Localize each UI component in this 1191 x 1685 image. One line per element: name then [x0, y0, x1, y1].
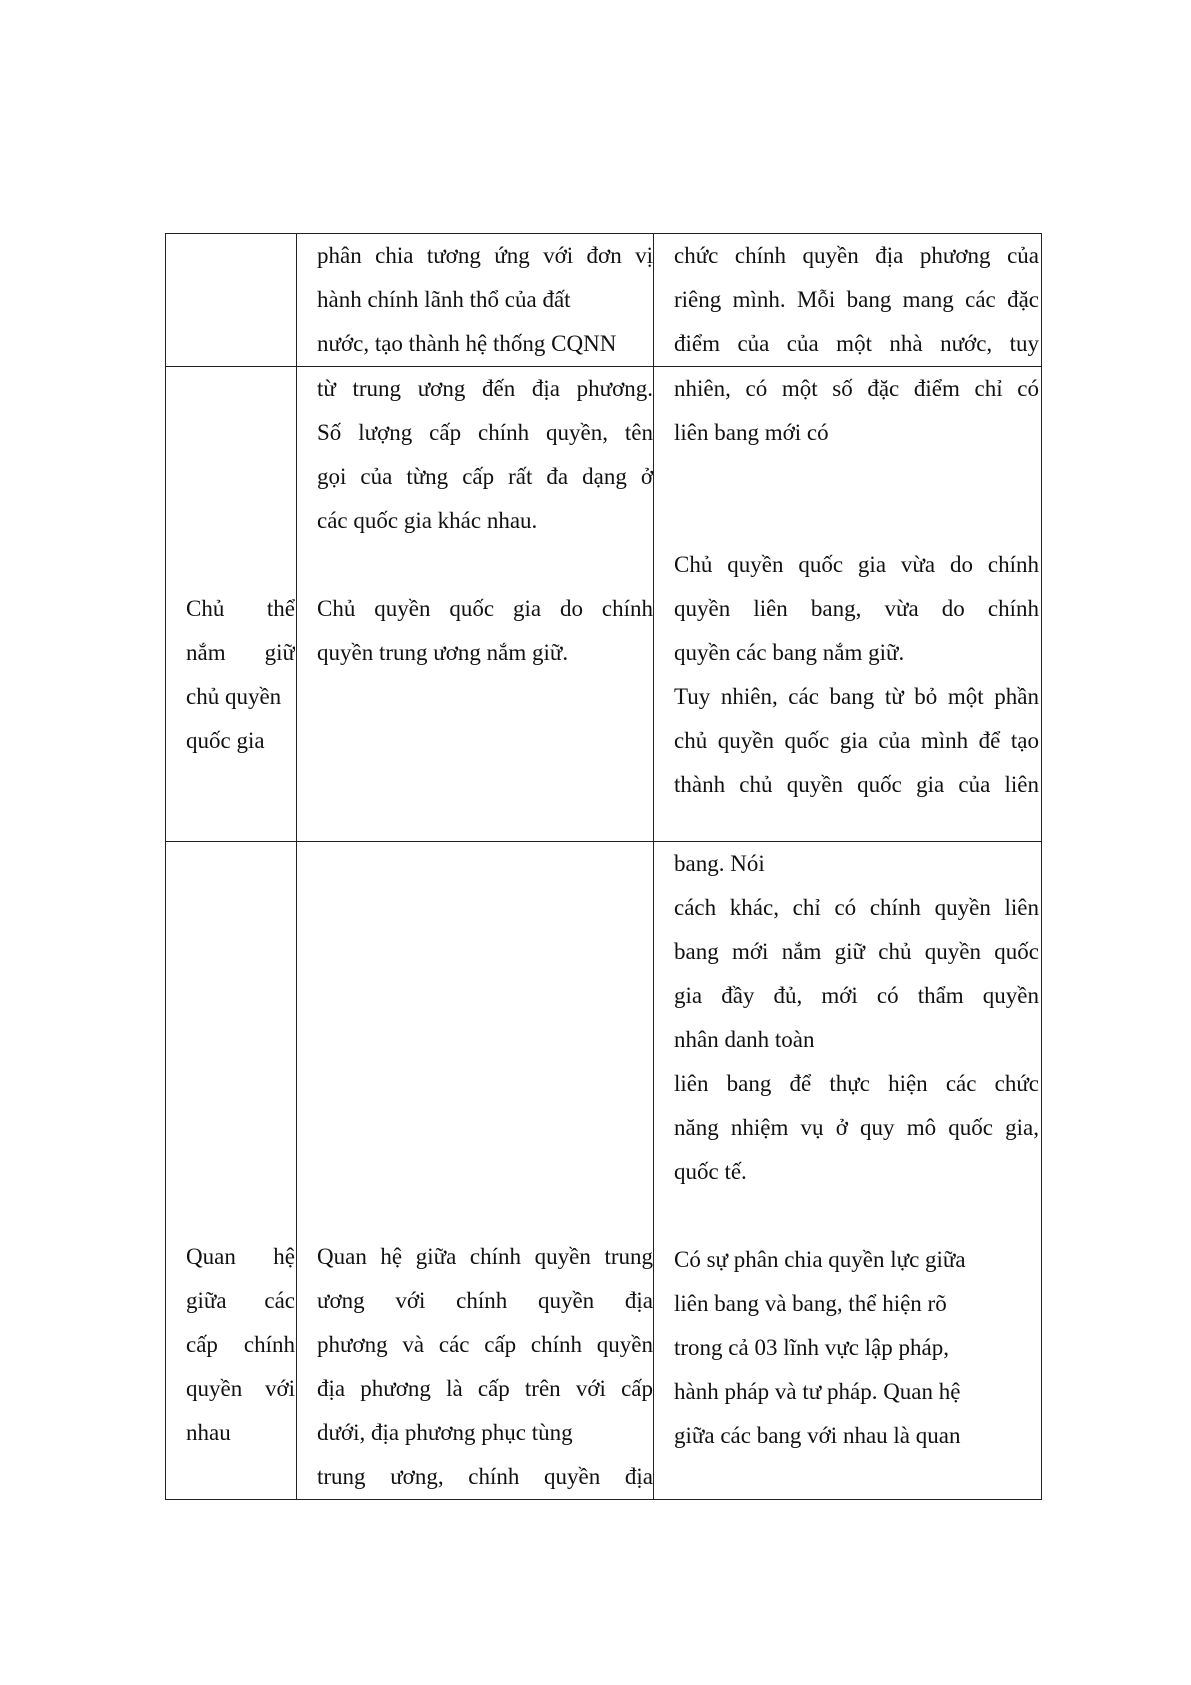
text-line: gọi của từng cấp rất đa dạng ở	[317, 464, 653, 489]
text-line: nhau	[186, 1420, 231, 1445]
text-line: nắm giữ	[186, 640, 295, 665]
text-line: quyền trung ương nắm giữ.	[317, 640, 569, 665]
row3-col2-cell	[297, 842, 654, 1500]
row3-col1-cell	[166, 842, 297, 1500]
text-line: giữa các	[186, 1288, 295, 1313]
text-line: các quốc gia khác nhau.	[317, 508, 538, 533]
text-line: hành pháp và tư pháp. Quan hệ	[674, 1379, 961, 1404]
text-line: hành chính lãnh thổ của đất	[317, 287, 571, 312]
text-line: Quan hệ	[186, 1244, 295, 1269]
text-line: nhiên, có một số đặc điểm chỉ có	[674, 376, 1039, 401]
spacer	[674, 455, 1039, 499]
text-line: cách khác, chỉ có chính quyền liên	[674, 895, 1039, 920]
text-line: Tuy nhiên, các bang từ bỏ một phần	[674, 684, 1039, 709]
row1-col1-cell	[166, 234, 297, 367]
text-line: bang. Nói	[674, 851, 765, 876]
spacer	[674, 1194, 1039, 1238]
text-line: bang mới nắm giữ chủ quyền quốc	[674, 939, 1039, 964]
text-line: liên bang để thực hiện các chức	[674, 1071, 1039, 1096]
text-line: cấp chính	[186, 1332, 295, 1357]
text-line: Có sự phân chia quyền lực giữa	[674, 1247, 966, 1272]
text-line: nhân danh toàn	[674, 1027, 815, 1052]
text-line: quyền liên bang, vừa do chính	[674, 596, 1039, 621]
text-line: riêng mình. Mỗi bang mang các đặc	[674, 287, 1039, 312]
text-line: quyền với	[186, 1376, 295, 1401]
text-line: Chủ quyền quốc gia do chính	[317, 596, 653, 621]
text-line: liên bang mới có	[674, 420, 829, 445]
text-line: Chủ quyền quốc gia vừa do chính	[674, 552, 1039, 577]
text-line: địa phương là cấp trên với cấp	[317, 1376, 653, 1401]
text-line: quốc gia	[186, 728, 265, 753]
row1-col2-cell	[297, 234, 654, 367]
text-line: điểm của của một nhà nước, tuy	[674, 331, 1039, 356]
text-line: trung ương, chính quyền địa	[317, 1464, 653, 1489]
text-line: thành chủ quyền quốc gia của liên	[674, 772, 1039, 797]
text-line: phân chia tương ứng với đơn vị	[317, 243, 653, 268]
text-line: quyền các bang nắm giữ.	[674, 640, 905, 665]
row2-col1-cell	[166, 367, 297, 842]
table-row	[166, 842, 1042, 1500]
row1-col3-cell	[654, 234, 1042, 367]
text-line: trong cả 03 lĩnh vực lập pháp,	[674, 1335, 949, 1360]
text-line: chủ quyền	[186, 684, 282, 709]
spacer	[317, 543, 653, 587]
text-line: Số lượng cấp chính quyền, tên	[317, 420, 653, 445]
text-line: nước, tạo thành hệ thống CQNN	[317, 331, 617, 356]
text-line: phương và các cấp chính quyền	[317, 1332, 653, 1357]
table-row	[166, 367, 1042, 842]
table-row	[166, 234, 1042, 367]
text-line: quốc tế.	[674, 1159, 747, 1184]
text-line: Chủ thể	[186, 596, 295, 621]
row2-col3-cell	[654, 367, 1042, 842]
text-line: ương với chính quyền địa	[317, 1288, 653, 1313]
text-line: giữa các bang với nhau là quan	[674, 1423, 961, 1448]
text-line: liên bang và bang, thể hiện rõ	[674, 1291, 947, 1316]
spacer	[674, 499, 1039, 543]
text-line: năng nhiệm vụ ở quy mô quốc gia,	[674, 1115, 1039, 1140]
text-line: chủ quyền quốc gia của mình để tạo	[674, 728, 1039, 753]
row2-col2-cell	[297, 367, 654, 842]
comparison-table	[165, 233, 1042, 1500]
text-line: Quan hệ giữa chính quyền trung	[317, 1244, 653, 1269]
text-line: gia đầy đủ, mới có thẩm quyền	[674, 983, 1039, 1008]
row3-col3-cell	[654, 842, 1042, 1500]
text-line: từ trung ương đến địa phương.	[317, 376, 653, 401]
text-line: dưới, địa phương phục tùng	[317, 1420, 573, 1445]
text-line: chức chính quyền địa phương của	[674, 243, 1039, 268]
